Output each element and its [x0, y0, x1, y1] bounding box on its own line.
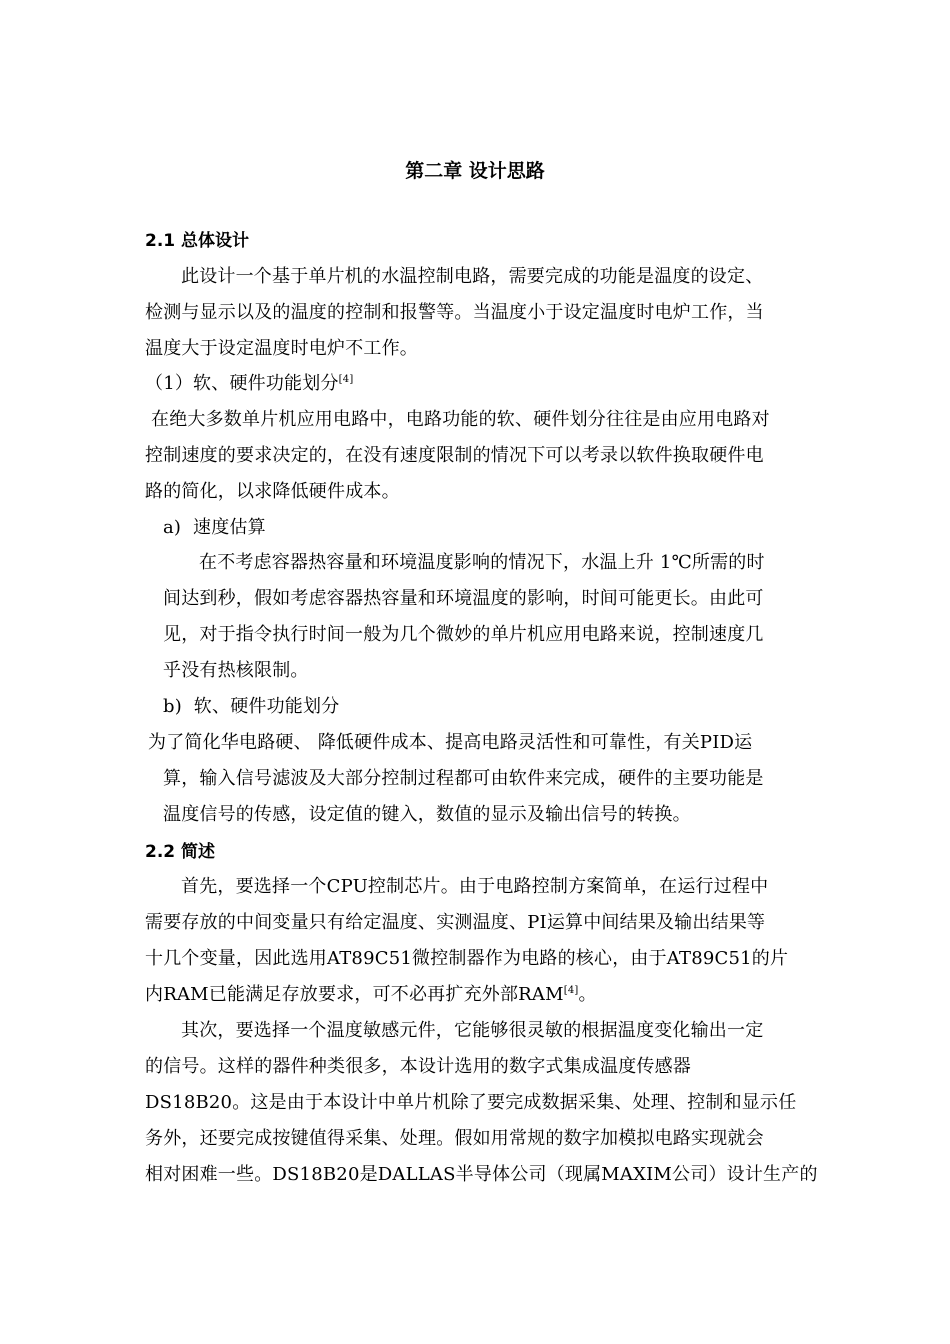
paragraph-line: 相对困难一些。DS18B20是DALLAS半导体公司（现属MAXIM公司）设计生产的 [145, 1164, 818, 1185]
paragraph-line: DS18B20。这是由于本设计中单片机除了要完成数据采集、处理、控制和显示任 [145, 1092, 797, 1113]
paragraph-line: 首先，要选择一个CPU控制芯片。由于电路控制方案简单，在运行过程中 [181, 876, 769, 897]
section-2-2-heading: 2.2 简述 [145, 842, 216, 862]
paragraph-end-punct: 。 [578, 984, 597, 1005]
paragraph-text: 内RAM已能满足存放要求，可不必再扩充外部RAM [145, 984, 564, 1005]
chapter-title: 第二章 设计思路 [405, 160, 545, 182]
sub-b-title: b) 软、硬件功能划分 [163, 696, 340, 717]
paragraph-line: 为了简化华电路硬、 降低硬件成本、提高电路灵活性和可靠性，有关PID运 [148, 732, 753, 753]
paragraph-line: 温度信号的传感，设定值的键入，数值的显示及输出信号的转换。 [163, 804, 691, 825]
paragraph-line: 务外，还要完成按键值得采集、处理。假如用常规的数字加模拟电路实现就会 [145, 1128, 764, 1149]
paragraph-line: 十几个变量，因此选用AT89C51微控制器作为电路的核心，由于AT89C51的片 [145, 948, 789, 969]
paragraph-line: 温度大于设定温度时电炉不工作。 [145, 338, 418, 359]
paragraph-line: 其次，要选择一个温度敏感元件，它能够很灵敏的根据温度变化输出一定 [181, 1020, 764, 1041]
paragraph-line: 见，对于指令执行时间一般为几个微妙的单片机应用电路来说，控制速度几 [163, 624, 764, 645]
paragraph-line-with-ref [145, 980, 597, 1010]
citation-ref: [4] [563, 985, 579, 996]
paragraph-line: 此设计一个基于单片机的水温控制电路，需要完成的功能是温度的设定、 [181, 266, 764, 287]
item-1-title [145, 369, 353, 399]
paragraph-line: 需要存放的中间变量只有给定温度、实测温度、PI运算中间结果及输出结果等 [145, 912, 766, 933]
paragraph-line: 在不考虑容器热容量和环境温度影响的情况下，水温上升 1℃所需的时 [199, 552, 765, 573]
paragraph-line: 的信号。这样的器件种类很多，本设计选用的数字式集成温度传感器 [145, 1056, 691, 1077]
paragraph-line: 检测与显示以及的温度的控制和报警等。当温度小于设定温度时电炉工作，当 [145, 302, 764, 323]
paragraph-line: 间达到秒，假如考虑容器热容量和环境温度的影响，时间可能更长。由此可 [163, 588, 764, 609]
paragraph-line: 控制速度的要求决定的，在没有速度限制的情况下可以考录以软件换取硬件电 [145, 445, 764, 466]
paragraph-line: 乎没有热核限制。 [163, 660, 309, 681]
paragraph-line: 在绝大多数单片机应用电路中，电路功能的软、硬件划分往往是由应用电路对 [151, 409, 770, 430]
citation-ref: [4] [338, 374, 354, 385]
paragraph-line: 路的简化，以求降低硬件成本。 [145, 481, 400, 502]
sub-a-title: a) 速度估算 [163, 517, 266, 538]
item-1-title-text: （1）软、硬件功能划分 [145, 373, 339, 394]
section-2-1-heading: 2.1 总体设计 [145, 231, 250, 251]
paragraph-line: 算，输入信号滤波及大部分控制过程都可由软件来完成，硬件的主要功能是 [163, 768, 764, 789]
